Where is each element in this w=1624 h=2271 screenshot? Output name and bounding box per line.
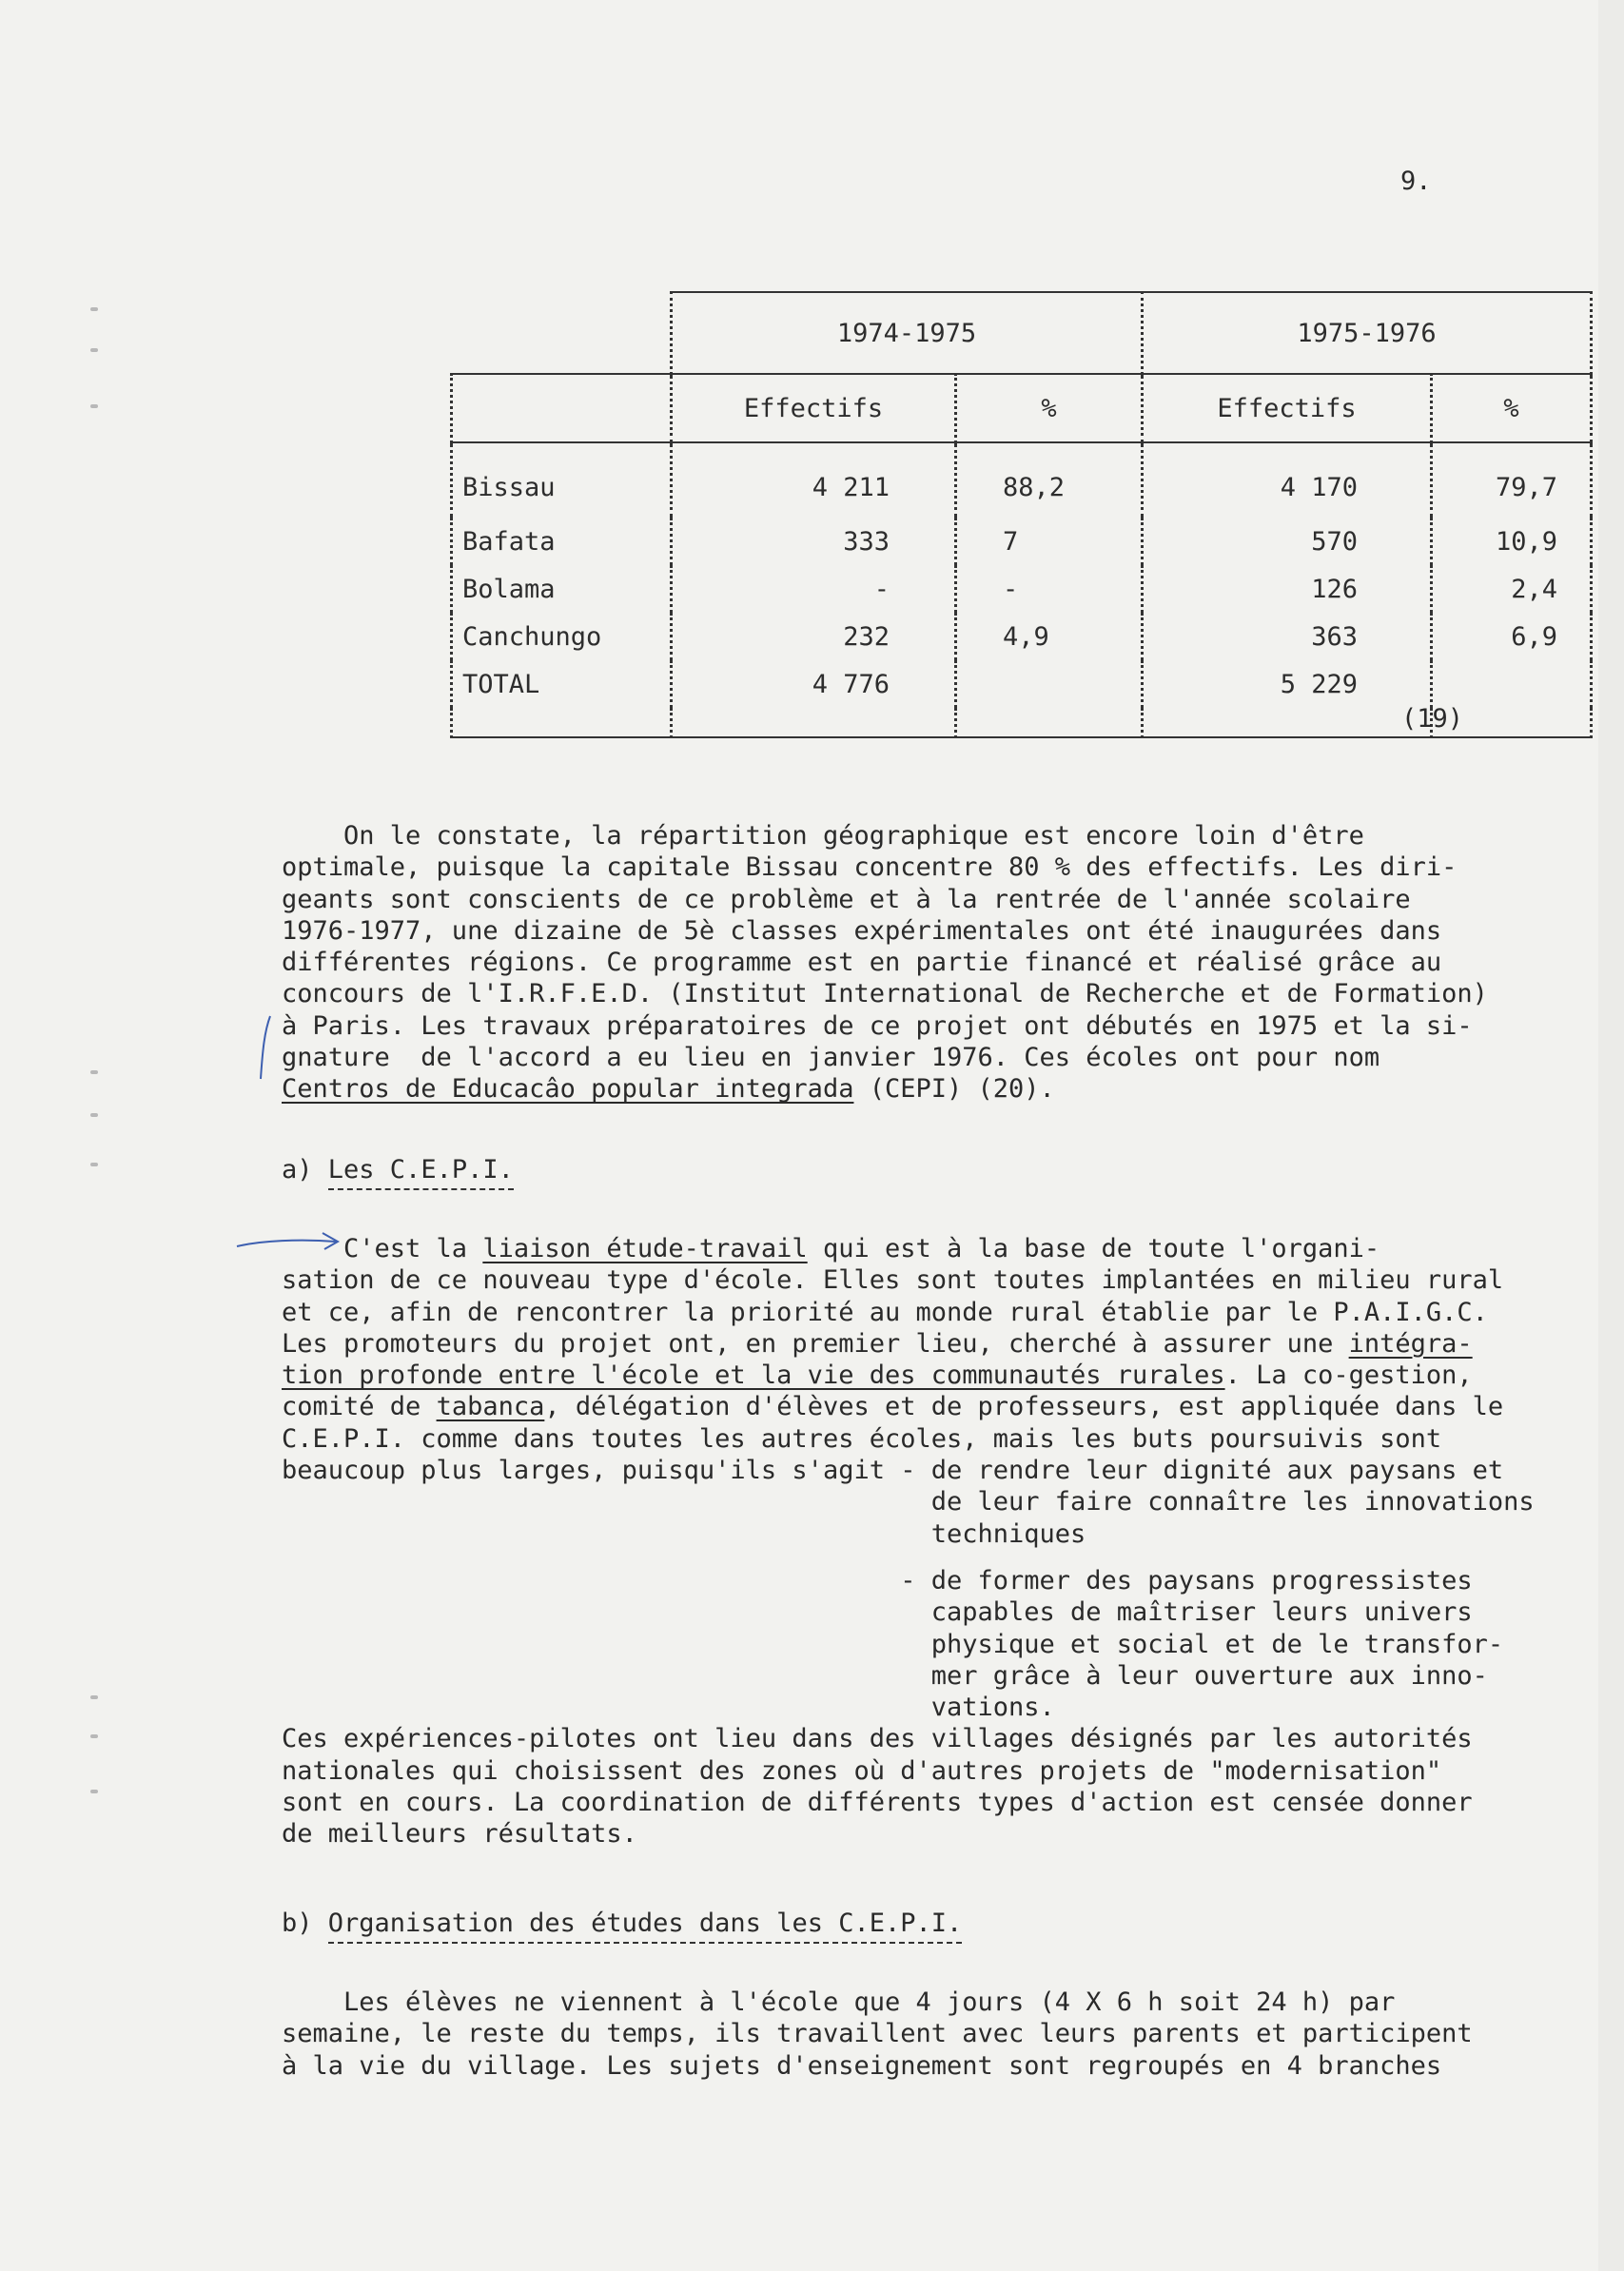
count-cell: 126 <box>1143 565 1432 613</box>
region-cell: TOTAL <box>452 660 672 708</box>
section-a-heading: a) Les C.E.P.I. <box>282 1154 514 1185</box>
pct-cell: 6,9 <box>1432 613 1592 660</box>
region-cell: Bafata <box>452 518 672 565</box>
underlined-integration-cont: tion profonde entre l'école et la vie des communautés rurales <box>282 1361 1225 1391</box>
binding-hole-mark <box>90 307 98 311</box>
region-cell: Canchungo <box>452 613 672 660</box>
period-1974-1975: 1974-1975 <box>672 292 1143 374</box>
underlined-tabanca: tabanca <box>436 1392 545 1422</box>
count-cell: 4 211 <box>672 442 956 518</box>
count-cell: 232 <box>672 613 956 660</box>
pct-cell: 10,9 <box>1432 518 1592 565</box>
table-row-total <box>452 660 1592 708</box>
binding-hole-mark <box>90 1113 98 1117</box>
enrollment-table <box>450 291 1593 738</box>
paragraph-organisation: Les élèves ne viennent à l'école que 4 jours (4 X 6 h soit 24 h) par semaine, le reste du temps, ils travaillent avec leurs parents et participent à la vie du village. Les sujets d'enseignement sont regroupés en 4 branches <box>282 1987 1473 2081</box>
pct-cell: 79,7 <box>1432 442 1592 518</box>
binding-hole-mark <box>90 1695 98 1699</box>
binding-hole-mark <box>90 404 98 408</box>
count-cell: 4 776 <box>672 660 956 708</box>
section-b-heading: b) Organisation des études dans les C.E.P.I. <box>282 1908 962 1939</box>
table-header-columns <box>452 374 1592 442</box>
table-row <box>452 565 1592 613</box>
underlined-liaison: liaison étude-travail <box>482 1234 808 1263</box>
margin-pen-mark <box>257 1012 276 1083</box>
paragraph-cepi: C'est la liaison étude-travail qui est à la base de toute l'organi- sation de ce nouveau type d'école. Elles sont toutes implantées en milieu rural et ce, afin de rencontrer la priorité au monde rural établie par le P.A.I.G.C. Les promoteurs du projet ont, en premier lieu, cherché à assurer une intégra- tion profonde entre l'école et la vie des communautés rurales. La co-gestion, comité de tabanca, délégation d'élèves et de professeurs, est appliquée dans le C.E.P.I. comme dans toutes les autres écoles, mais les buts poursuivis sont beaucoup plus larges, puisqu'ils s'agit - de rendre leur dignité aux paysans et de leur faire connaître les innovations techniques - de former des paysans progressistes capables de maîtriser leurs univers physique et social et de le transfor- mer grâce à leur ouverture aux inno- vations. Ces expériences-pilotes ont lieu dans des villages désignés par les autorités nationales qui choisissent des zones où d'autres projets de "modernisation" sont en cours. La coordination de différents types d'action est censée donner de meilleurs résultats. <box>282 1234 1535 1850</box>
binding-hole-mark <box>90 1163 98 1166</box>
count-cell: 333 <box>672 518 956 565</box>
region-cell: Bissau <box>452 442 672 518</box>
count-cell: 5 229 <box>1143 660 1432 708</box>
binding-hole-mark <box>90 1070 98 1074</box>
pct-cell: - <box>956 565 1143 613</box>
pct-cell: 7 <box>956 518 1143 565</box>
table-row <box>452 442 1592 518</box>
period-1975-1976: 1975-1976 <box>1143 292 1592 374</box>
paragraph-repartition: On le constate, la répartition géographique est encore loin d'être optimale, puisque la capitale Bissau concentre 80 % des effectifs. Les diri- geants sont conscients de ce problème et à la rentrée de l'année scolaire 1976-1977, une dizaine de 5è classes expérimentales ont été inaugurées dans différentes régions. Ce programme est en partie financé et réalisé grâce au concours de l'I.R.F.E.D. (Institut International de Recherche et de Formation) à Paris. Les travaux préparatoires de ce projet ont débutés en 1975 et la si- gnature de l'accord a eu lieu en janvier 1976. Ces écoles ont pour nom Centros de Educacâo popular integrada (CEPI) (20). <box>282 821 1488 1105</box>
underlined-integration: intégra- <box>1348 1328 1473 1359</box>
binding-hole-mark <box>90 348 98 352</box>
pct-cell: 2,4 <box>1432 565 1592 613</box>
count-cell: - <box>672 565 956 613</box>
header-effectifs-1: Effectifs <box>672 374 956 442</box>
pct-cell: 4,9 <box>956 613 1143 660</box>
footnote-ref-19: (19) <box>1401 704 1464 734</box>
count-cell: 570 <box>1143 518 1432 565</box>
pct-cell: 88,2 <box>956 442 1143 518</box>
underlined-cepi-name: Centros de Educacâo popular integrada <box>282 1074 854 1105</box>
count-cell: 4 170 <box>1143 442 1432 518</box>
pct-cell <box>956 660 1143 708</box>
count-cell: 363 <box>1143 613 1432 660</box>
header-pct-2: % <box>1432 374 1592 442</box>
header-pct-1: % <box>956 374 1143 442</box>
table-row <box>452 518 1592 565</box>
page-number: 9. <box>1400 166 1432 196</box>
pct-cell <box>1432 660 1592 708</box>
table-row <box>452 613 1592 660</box>
region-cell: Bolama <box>452 565 672 613</box>
header-effectifs-2: Effectifs <box>1143 374 1432 442</box>
binding-hole-mark <box>90 1734 98 1738</box>
binding-hole-mark <box>90 1790 98 1793</box>
table-header-periods <box>452 292 1592 374</box>
